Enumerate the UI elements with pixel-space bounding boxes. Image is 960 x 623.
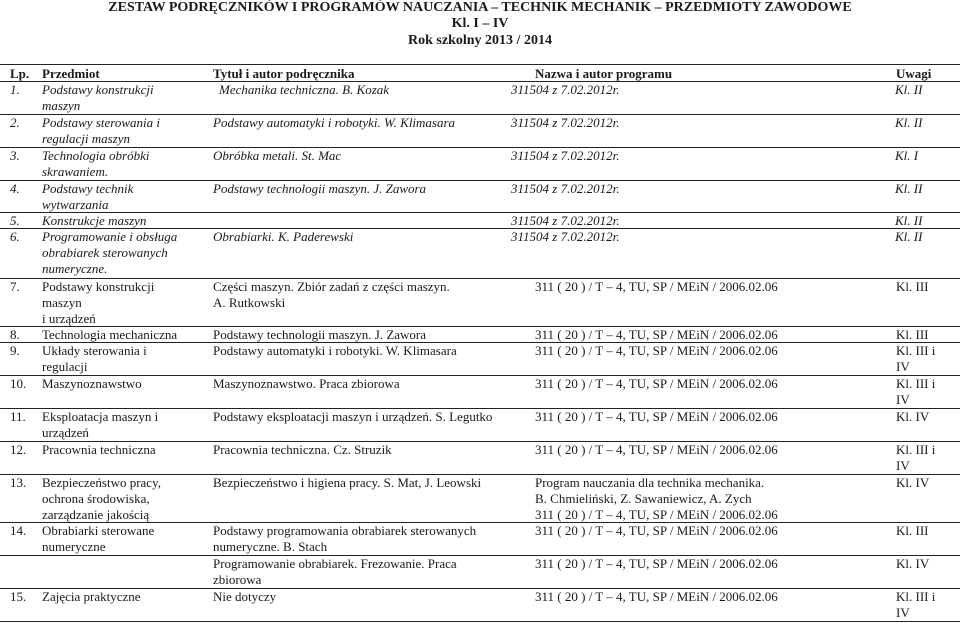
subject-line: wytwarzania: [42, 197, 109, 212]
notes-line: Kl. II: [895, 229, 923, 244]
row-number: 6.: [10, 229, 20, 244]
column-header-subject: Przedmiot: [42, 66, 100, 81]
notes-line: Kl. III i: [896, 376, 936, 391]
row-number: 12.: [10, 442, 27, 457]
program-line: 311 ( 20 ) / T – 4, TU, SP / MEiN / 2006.02.06: [535, 279, 778, 294]
row-number: 13.: [10, 475, 27, 490]
subject-line: regulacji: [42, 359, 88, 374]
program-line: 311 ( 20 ) / T – 4, TU, SP / MEiN / 2006.02.06: [535, 409, 778, 424]
notes-line: IV: [896, 458, 910, 473]
notes-line: IV: [896, 605, 910, 620]
column-header-program: Nazwa i autor programu: [535, 66, 673, 81]
notes-line: Kl. IV: [896, 475, 930, 490]
subject-line: Eksploatacja maszyn i: [42, 409, 159, 424]
row-number: 15.: [10, 589, 27, 604]
subject-line: Technologia obróbki: [42, 148, 150, 163]
notes-line: IV: [896, 359, 910, 374]
notes-line: Kl. III i: [896, 343, 936, 358]
subject-line: Maszynoznawstwo: [42, 376, 142, 391]
book-line: Części maszyn. Zbiór zadań z części maszyn.: [213, 279, 450, 294]
book-line: Mechanika techniczna. B. Kozak: [219, 82, 390, 97]
subject-line: Pracownia techniczna: [42, 442, 156, 457]
book-line: Obrabiarki. K. Paderewski: [213, 229, 354, 244]
book-line: Podstawy programowania obrabiarek sterowanych: [213, 523, 477, 538]
subject-line: Zajęcia praktyczne: [42, 589, 141, 604]
subject-line: ochrona środowiska,: [42, 491, 150, 506]
document-title: ZESTAW PODRĘCZNIKÓW I PROGRAMÓW NAUCZANIA – TECHNIK MECHANIK – PRZEDMIOTY ZAWODOWE: [108, 0, 852, 15]
row-number: 14.: [10, 523, 27, 538]
notes-line: Kl. III: [896, 327, 929, 342]
notes-line: Kl. I: [895, 148, 919, 163]
book-line: Podstawy technologii maszyn. J. Zawora: [213, 181, 427, 196]
subject-line: maszyn: [42, 295, 82, 310]
subject-line: Podstawy sterowania i: [42, 115, 160, 130]
subject-line: Podstawy technik: [42, 181, 134, 196]
program-line: 311 ( 20 ) / T – 4, TU, SP / MEiN / 2006.02.06: [535, 523, 778, 538]
book-line: Bezpieczeństwo i higiena pracy. S. Mat, J. Leowski: [213, 475, 482, 490]
subject-line: maszyn: [42, 98, 81, 113]
row-number: 11.: [10, 409, 26, 424]
book-line: Nie dotyczy: [213, 589, 277, 604]
row-number: 3.: [10, 148, 20, 163]
book-line: Programowanie obrabiarek. Frezowanie. Praca: [213, 556, 457, 571]
program-line: 311504 z 7.02.2012r.: [511, 181, 620, 196]
book-line: Podstawy technologii maszyn. J. Zawora: [213, 327, 427, 342]
row-rule: [0, 375, 960, 376]
subject-line: regulacji maszyn: [42, 131, 130, 146]
subject-line: Bezpieczeństwo pracy,: [42, 475, 161, 490]
subject-line: Podstawy konstrukcji: [42, 279, 155, 294]
program-line: 311 ( 20 ) / T – 4, TU, SP / MEiN / 2006.02.06: [535, 343, 778, 358]
program-line: B. Chmieliński, Z. Sawaniewicz, A. Zych: [535, 491, 752, 506]
document-year: Rok szkolny 2013 / 2014: [408, 33, 552, 48]
subject-line: Konstrukcje maszyn: [42, 213, 147, 228]
row-number: 4.: [10, 181, 20, 196]
row-number: 9.: [10, 343, 20, 358]
program-line: 311504 z 7.02.2012r.: [511, 115, 620, 130]
book-line: A. Rutkowski: [213, 295, 286, 310]
row-number: 7.: [10, 279, 20, 294]
program-line: 311 ( 20 ) / T – 4, TU, SP / MEiN / 2006.02.06: [535, 556, 778, 571]
row-number: 10.: [10, 376, 27, 391]
column-header-lp: Lp.: [10, 66, 30, 81]
notes-line: Kl. III: [896, 279, 929, 294]
subject-line: Technologia mechaniczna: [42, 327, 178, 342]
row-rule: [0, 588, 960, 589]
book-line: Obróbka metali. St. Mac: [213, 148, 342, 163]
notes-line: Kl. III i: [896, 442, 936, 457]
subject-line: Programowanie i obsługa: [42, 229, 178, 244]
program-line: 311 ( 20 ) / T – 4, TU, SP / MEiN / 2006.02.06: [535, 376, 778, 391]
book-line: Podstawy automatyki i robotyki. W. Klimasara: [213, 343, 457, 358]
book-line: Pracownia techniczna. Cz. Struzik: [213, 442, 392, 457]
notes-line: Kl. II: [895, 213, 923, 228]
book-line: zbiorowa: [213, 572, 262, 587]
notes-line: IV: [896, 392, 910, 407]
document-classes: Kl. I – IV: [451, 16, 509, 31]
row-number: 1.: [10, 82, 20, 97]
book-line: Podstawy automatyki i robotyki. W. Klimasara: [213, 115, 456, 130]
row-number: 2.: [10, 115, 20, 130]
notes-line: Kl. IV: [896, 556, 930, 571]
subject-line: i urządzeń: [42, 311, 96, 326]
row-number: 5.: [10, 213, 20, 228]
program-line: 311504 z 7.02.2012r.: [511, 213, 620, 228]
program-line: 311 ( 20 ) / T – 4, TU, SP / MEiN / 2006.02.06: [535, 327, 778, 342]
row-rule: [0, 621, 960, 622]
subject-line: numeryczne: [42, 539, 106, 554]
program-line: 311504 z 7.02.2012r.: [511, 82, 620, 97]
subject-line: Układy sterowania i: [42, 343, 147, 358]
subject-line: Podstawy konstrukcji: [42, 82, 154, 97]
notes-line: Kl. II: [895, 82, 923, 97]
table-top-rule: [0, 64, 960, 65]
program-line: 311 ( 20 ) / T – 4, TU, SP / MEiN / 2006.02.06: [535, 442, 778, 457]
row-rule: [0, 555, 960, 556]
row-number: 8.: [10, 327, 20, 342]
subject-line: numeryczne.: [42, 261, 108, 276]
program-line: 311 ( 20 ) / T – 4, TU, SP / MEiN / 2006.02.06: [535, 507, 778, 522]
program-line: 311504 z 7.02.2012r.: [511, 229, 620, 244]
column-header-book: Tytuł i autor podręcznika: [213, 66, 355, 81]
notes-line: Kl. III i: [896, 589, 936, 604]
row-rule: [0, 180, 960, 181]
book-line: Podstawy eksploatacji maszyn i urządzeń. S. Legutko: [213, 409, 493, 424]
book-line: Maszynoznawstwo. Praca zbiorowa: [213, 376, 400, 391]
subject-line: Obrabiarki sterowane: [42, 523, 155, 538]
program-line: 311 ( 20 ) / T – 4, TU, SP / MEiN / 2006.02.06: [535, 589, 778, 604]
subject-line: skrawaniem.: [42, 164, 109, 179]
notes-line: Kl. II: [895, 181, 923, 196]
book-line: numeryczne. B. Stach: [213, 539, 328, 554]
subject-line: zarządzanie jakością: [42, 507, 150, 522]
notes-line: Kl. II: [895, 115, 923, 130]
notes-line: Kl. III: [896, 523, 929, 538]
column-header-notes: Uwagi: [896, 66, 932, 81]
program-line: 311504 z 7.02.2012r.: [511, 148, 620, 163]
subject-line: urządzeń: [42, 425, 89, 440]
subject-line: obrabiarek sterowanych: [42, 245, 168, 260]
notes-line: Kl. IV: [896, 409, 930, 424]
program-line: Program nauczania dla technika mechanika.: [535, 475, 765, 490]
